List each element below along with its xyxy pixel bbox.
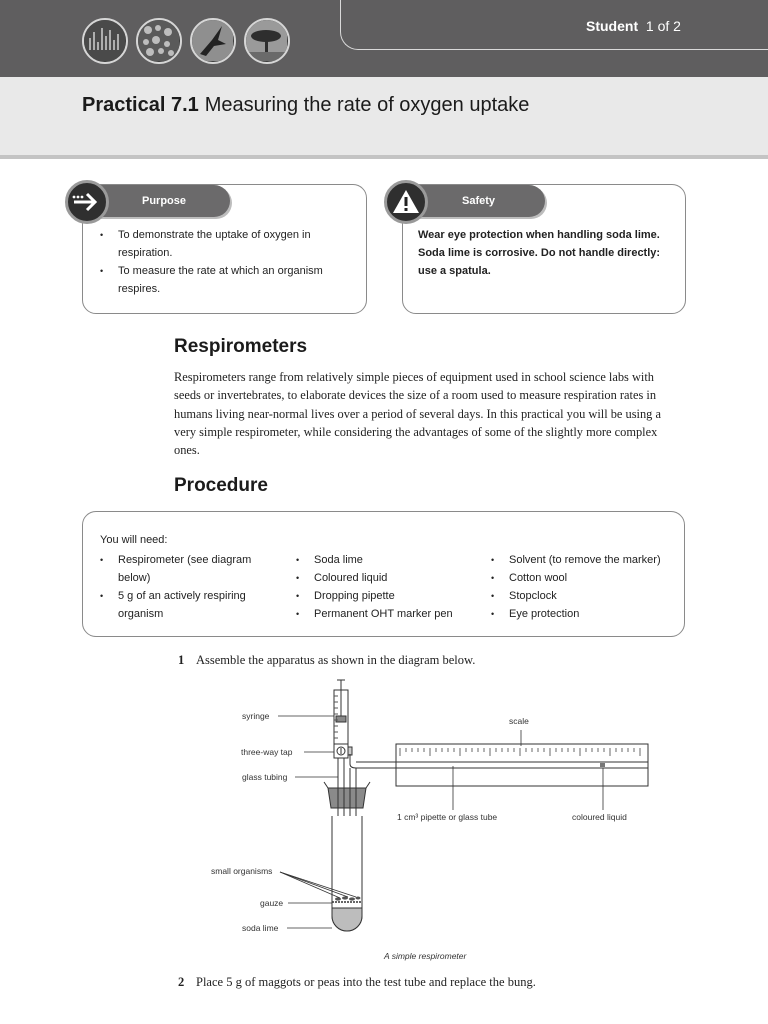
arrow-icon (65, 180, 109, 224)
coloured-liquid-shape (600, 763, 605, 767)
step-text: Assemble the apparatus as shown in the diagram below. (196, 653, 476, 667)
scale-label: scale (509, 716, 529, 726)
page-title (82, 94, 529, 117)
student-label (586, 18, 681, 34)
equipment-column-3 (489, 551, 679, 623)
safety-pill (410, 185, 545, 217)
respirometers-paragraph: Respirometers range from relatively simple pieces of equipment used in school science labs with seeds or invertebrates, to elaborate devices the size of a room used to measure respiration rates in humans living near-normal lives over a period of several days. In this practical you will be using a very simple respirometer, while considering the advantages of some of the slightly more complex ones. (174, 370, 661, 458)
thumbnail-cells-icon (136, 18, 182, 64)
list-item: • Permanent OHT marker pen (294, 605, 474, 623)
practical-number: Practical 7.1 (82, 94, 199, 116)
purpose-label: Purpose (142, 195, 187, 207)
syringe-shape (334, 680, 348, 746)
respirometers-heading: Respirometers (174, 336, 308, 357)
header-thumbnails (82, 18, 290, 64)
purpose-pill (90, 185, 230, 217)
title-band (0, 77, 768, 159)
safety-text: Wear eye protection when handling soda lime. Soda lime is corrosive. Do not handle directly: use a spatula. (418, 229, 661, 277)
gauze-label: gauze (260, 898, 284, 908)
diagram-caption: A simple respirometer (384, 951, 467, 961)
thumbnail-chart-icon (82, 18, 128, 64)
practical-title: Measuring the rate of oxygen uptake (204, 94, 530, 116)
list-item: • Cotton wool (489, 569, 679, 587)
glass-tubing-label: glass tubing (242, 772, 288, 782)
need-label: You will need: (100, 534, 168, 546)
student-word: Student (586, 18, 639, 34)
list-item: • Coloured liquid (294, 569, 474, 587)
equipment-column-1 (98, 551, 268, 623)
pipette-label: 1 cm³ pipette or glass tube (397, 812, 498, 822)
step-number: 1 (178, 653, 185, 667)
pipette-shape (396, 762, 648, 768)
list-item: • Stopclock (489, 587, 679, 605)
list-item: • Dropping pipette (294, 587, 474, 605)
thumbnail-bird-icon (190, 18, 236, 64)
list-item: • Eye protection (489, 605, 679, 623)
equipment-column-2 (294, 551, 474, 623)
student-tab (340, 0, 768, 50)
step-1 (178, 653, 475, 668)
purpose-list (98, 226, 348, 298)
list-item: • 5 g of an actively respiring organism (98, 587, 268, 623)
step-2 (178, 975, 536, 990)
warning-icon (384, 180, 428, 224)
page-indicator: 1 of 2 (645, 18, 681, 34)
thumbnail-tree-icon (244, 18, 290, 64)
list-item: • Soda lime (294, 551, 474, 569)
small-organisms-label: small organisms (211, 866, 273, 876)
safety-label: Safety (462, 195, 496, 207)
respirometer-diagram (200, 676, 660, 951)
syringe-label: syringe (242, 711, 270, 721)
soda-lime-label: soda lime (242, 923, 279, 933)
bung-shape (324, 782, 370, 808)
coloured-liquid-label: coloured liquid (572, 812, 627, 822)
list-item: • Solvent (to remove the marker) (489, 551, 679, 569)
list-item: • Respirometer (see diagram below) (98, 551, 268, 587)
step-number: 2 (178, 975, 185, 989)
three-way-tap-label: three-way tap (241, 747, 293, 757)
procedure-heading: Procedure (174, 475, 268, 496)
step-text: Place 5 g of maggots or peas into the test tube and replace the bung. (196, 975, 536, 989)
list-item: • To measure the rate at which an organism respires. (98, 262, 348, 298)
three-way-tap-shape (334, 744, 352, 758)
soda-lime-shape (332, 908, 362, 931)
list-item: • To demonstrate the uptake of oxygen in respiration. (98, 226, 348, 262)
